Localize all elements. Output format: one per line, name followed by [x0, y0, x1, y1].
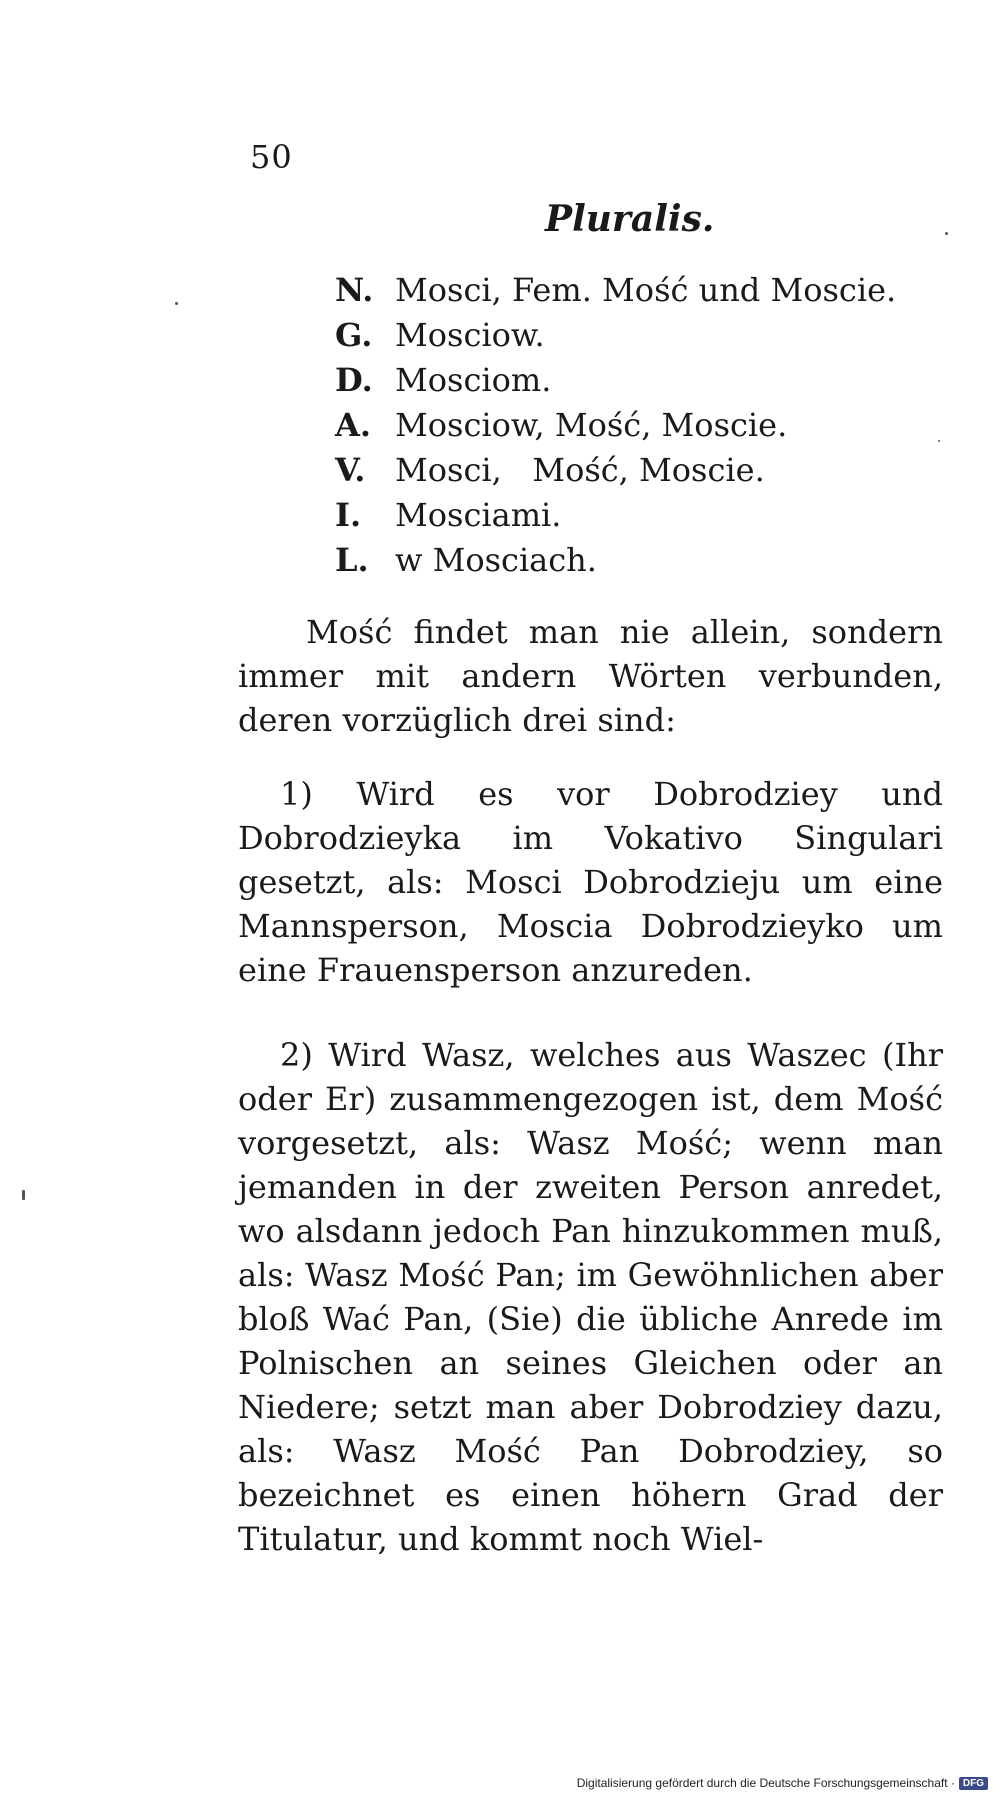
paragraph-text: Mość findet man nie allein, sondern immer mit andern Wörten verbunden, deren vorzüglich drei sind: — [238, 613, 943, 739]
declension-row-genitive — [335, 313, 896, 358]
case-forms: Mosci, Fem. Mość und Moscie. — [395, 271, 897, 309]
paragraph-point-2 — [238, 1033, 943, 1561]
declension-row-vocative — [335, 448, 896, 493]
case-label: D. — [335, 361, 373, 399]
declension-row-dative — [335, 358, 896, 403]
credit-text: Digitalisierung gefördert durch die Deutsche Forschungsgemeinschaft · — [576, 1776, 955, 1790]
declension-table — [335, 268, 896, 583]
declension-row-instrumental — [335, 493, 896, 538]
paper-speck — [175, 302, 178, 305]
paper-speck — [22, 1190, 25, 1200]
dfg-logo: DFG — [959, 1777, 988, 1790]
case-label: N. — [335, 271, 374, 309]
case-forms: Mosciow. — [395, 316, 545, 354]
paper-speck — [938, 440, 940, 442]
declension-row-accusative — [335, 403, 896, 448]
paragraph-intro — [238, 610, 943, 742]
digitization-credit — [577, 1776, 988, 1790]
paper-speck — [945, 232, 948, 235]
declension-row-nominative — [335, 268, 896, 313]
case-label: A. — [335, 406, 371, 444]
case-label: G. — [335, 316, 373, 354]
case-label: L. — [335, 541, 369, 579]
case-label: V. — [335, 451, 366, 489]
case-forms: Mosciom. — [395, 361, 552, 399]
section-heading: Pluralis. — [545, 198, 715, 240]
paragraph-text: 1) Wird es vor Dobrodziey und Dobrodzieyka im Vokativo Singulari gesetzt, als: Mosci Dobrodzieju um eine Mannsperson, Moscia Dobrodzieyko um eine Frauensperson anzureden. — [238, 775, 943, 989]
case-forms: Mosciami. — [395, 496, 562, 534]
paragraph-point-1 — [238, 772, 943, 992]
case-forms: Mosciow, Mość, Moscie. — [395, 406, 788, 444]
case-label: I. — [335, 496, 362, 534]
paragraph-text: 2) Wird Wasz, welches aus Waszec (Ihr oder Er) zusammengezogen ist, dem Mość vorgesetzt, als: Wasz Mość; wenn man jemanden in der zweiten Person anredet, wo alsdann jedoch Pan hinzukommen muß, als: Wasz Mość Pan; im Gewöhnlichen aber bloß Wać Pan, (Sie) die übliche Anrede im Polnischen an seines Gleichen oder an Niedere; setzt man aber Dobrodziey dazu, als: Wasz Mość Pan Dobrodziey, so bezeichnet es einen höhern Grad der Titulatur, und kommt noch Wiel- — [238, 1036, 943, 1558]
case-forms: w Mosciach. — [395, 541, 597, 579]
page-number: 50 — [250, 138, 293, 176]
declension-row-locative — [335, 538, 896, 583]
case-forms: Mosci, Mość, Moscie. — [395, 451, 765, 489]
